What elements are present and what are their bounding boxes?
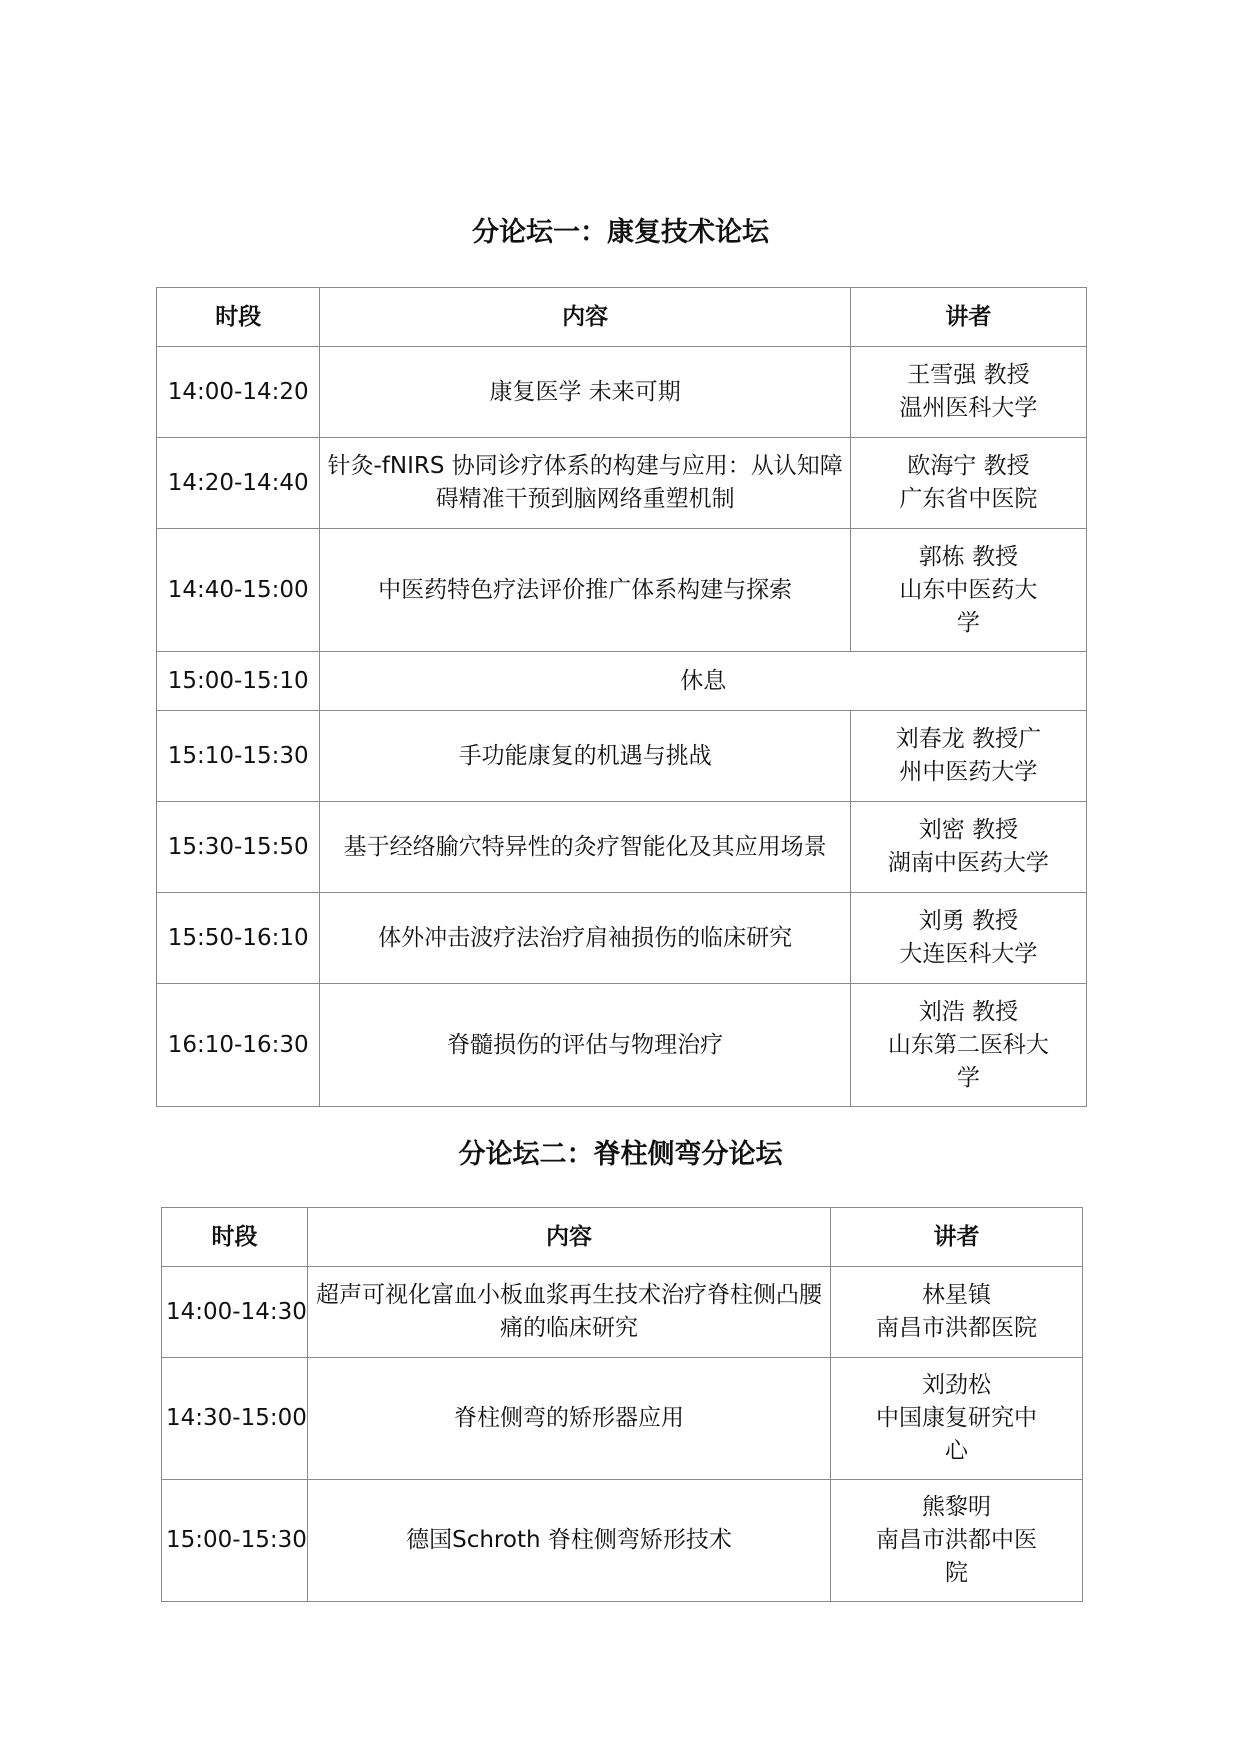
speaker-affiliation: 州中医药大学: [899, 759, 1038, 785]
speaker-cell: [850, 893, 1086, 984]
time-cell: 15:30-15:50: [157, 802, 320, 893]
table-row: [157, 438, 1087, 529]
table-header-row: [162, 1208, 1083, 1267]
content-cell: 脊髓损伤的评估与物理治疗: [320, 984, 850, 1107]
header-time: 时段: [157, 288, 320, 347]
header-time: 时段: [162, 1208, 308, 1267]
speaker-name: 刘劲松: [922, 1372, 991, 1398]
table-header-row: [157, 288, 1087, 347]
speaker-affiliation: 心: [945, 1438, 968, 1464]
content-cell: 手功能康复的机遇与挑战: [320, 711, 850, 802]
speaker-cell: [850, 347, 1086, 438]
speaker-affiliation: 南昌市洪都中医: [876, 1527, 1037, 1553]
forum2-title: 分论坛二：脊柱侧弯分论坛: [458, 1139, 783, 1170]
content-cell: 针灸-fNIRS 协同诊疗体系的构建与应用：从认知障碍精准干预到脑网络重塑机制: [320, 438, 850, 529]
break-cell: 休息: [320, 652, 1087, 711]
speaker-affiliation: 南昌市洪都医院: [876, 1315, 1037, 1341]
table-row: [157, 711, 1087, 802]
table-row: [162, 1358, 1083, 1480]
time-cell: 15:10-15:30: [157, 711, 320, 802]
speaker-cell: [850, 711, 1086, 802]
speaker-cell: [850, 529, 1086, 652]
time-cell: 15:00-15:10: [157, 652, 320, 711]
speaker-cell: [850, 802, 1086, 893]
table-row-break: [157, 652, 1087, 711]
table-row: [157, 893, 1087, 984]
time-cell: 14:20-14:40: [157, 438, 320, 529]
forum2-schedule-table: [161, 1207, 1083, 1602]
speaker-affiliation: 温州医科大学: [899, 395, 1038, 421]
speaker-name: 欧海宁 教授: [907, 453, 1030, 479]
speaker-name: 王雪强 教授: [907, 362, 1030, 388]
speaker-name: 刘勇 教授: [918, 908, 1019, 934]
speaker-affiliation: 山东中医药大: [899, 576, 1038, 603]
speaker-affiliation: 广东省中医院: [899, 486, 1038, 512]
content-cell: 脊柱侧弯的矫形器应用: [308, 1358, 831, 1480]
header-speaker: 讲者: [850, 288, 1086, 347]
speaker-name: 郭栋 教授: [918, 543, 1019, 570]
speaker-name: 刘春龙 教授广: [895, 726, 1042, 752]
speaker-affiliation: 山东第二医科大: [887, 1031, 1049, 1058]
content-cell: 德国Schroth 脊柱侧弯矫形技术: [308, 1480, 831, 1602]
speaker-cell: [831, 1480, 1083, 1602]
speaker-name: 刘浩 教授: [918, 998, 1019, 1025]
speaker-affiliation: 学: [956, 1064, 980, 1091]
speaker-cell: [831, 1267, 1083, 1358]
forum1-schedule-table: [156, 287, 1087, 1107]
time-cell: 14:00-14:30: [162, 1267, 308, 1358]
speaker-cell: [850, 438, 1086, 529]
table-row: [162, 1480, 1083, 1602]
table-row: [162, 1267, 1083, 1358]
speaker-cell: [850, 984, 1086, 1107]
speaker-affiliation: 学: [956, 609, 980, 636]
speaker-name: 林星镇: [922, 1282, 991, 1308]
table-row: [157, 802, 1087, 893]
time-cell: 15:50-16:10: [157, 893, 320, 984]
table-row: [157, 984, 1087, 1107]
content-cell: 康复医学 未来可期: [320, 347, 850, 438]
speaker-affiliation: 院: [945, 1560, 968, 1586]
table-row: [157, 347, 1087, 438]
content-cell: 中医药特色疗法评价推广体系构建与探索: [320, 529, 850, 652]
content-cell: 超声可视化富血小板血浆再生技术治疗脊柱侧凸腰痛的临床研究: [308, 1267, 831, 1358]
speaker-affiliation: 湖南中医药大学: [887, 850, 1049, 876]
speaker-affiliation: 中国康复研究中: [876, 1405, 1037, 1431]
time-cell: 14:40-15:00: [157, 529, 320, 652]
speaker-cell: [831, 1358, 1083, 1480]
forum1-title: 分论坛一：康复技术论坛: [472, 217, 769, 248]
header-content: 内容: [308, 1208, 831, 1267]
content-cell: 体外冲击波疗法治疗肩袖损伤的临床研究: [320, 893, 850, 984]
time-cell: 15:00-15:30: [162, 1480, 308, 1602]
content-cell: 基于经络腧穴特异性的灸疗智能化及其应用场景: [320, 802, 850, 893]
header-content: 内容: [320, 288, 850, 347]
speaker-name: 熊黎明: [922, 1494, 991, 1520]
time-cell: 14:00-14:20: [157, 347, 320, 438]
time-cell: 16:10-16:30: [157, 984, 320, 1107]
time-cell: 14:30-15:00: [162, 1358, 308, 1480]
header-speaker: 讲者: [831, 1208, 1083, 1267]
speaker-name: 刘密 教授: [918, 817, 1019, 843]
table-row: [157, 529, 1087, 652]
speaker-affiliation: 大连医科大学: [899, 941, 1038, 967]
